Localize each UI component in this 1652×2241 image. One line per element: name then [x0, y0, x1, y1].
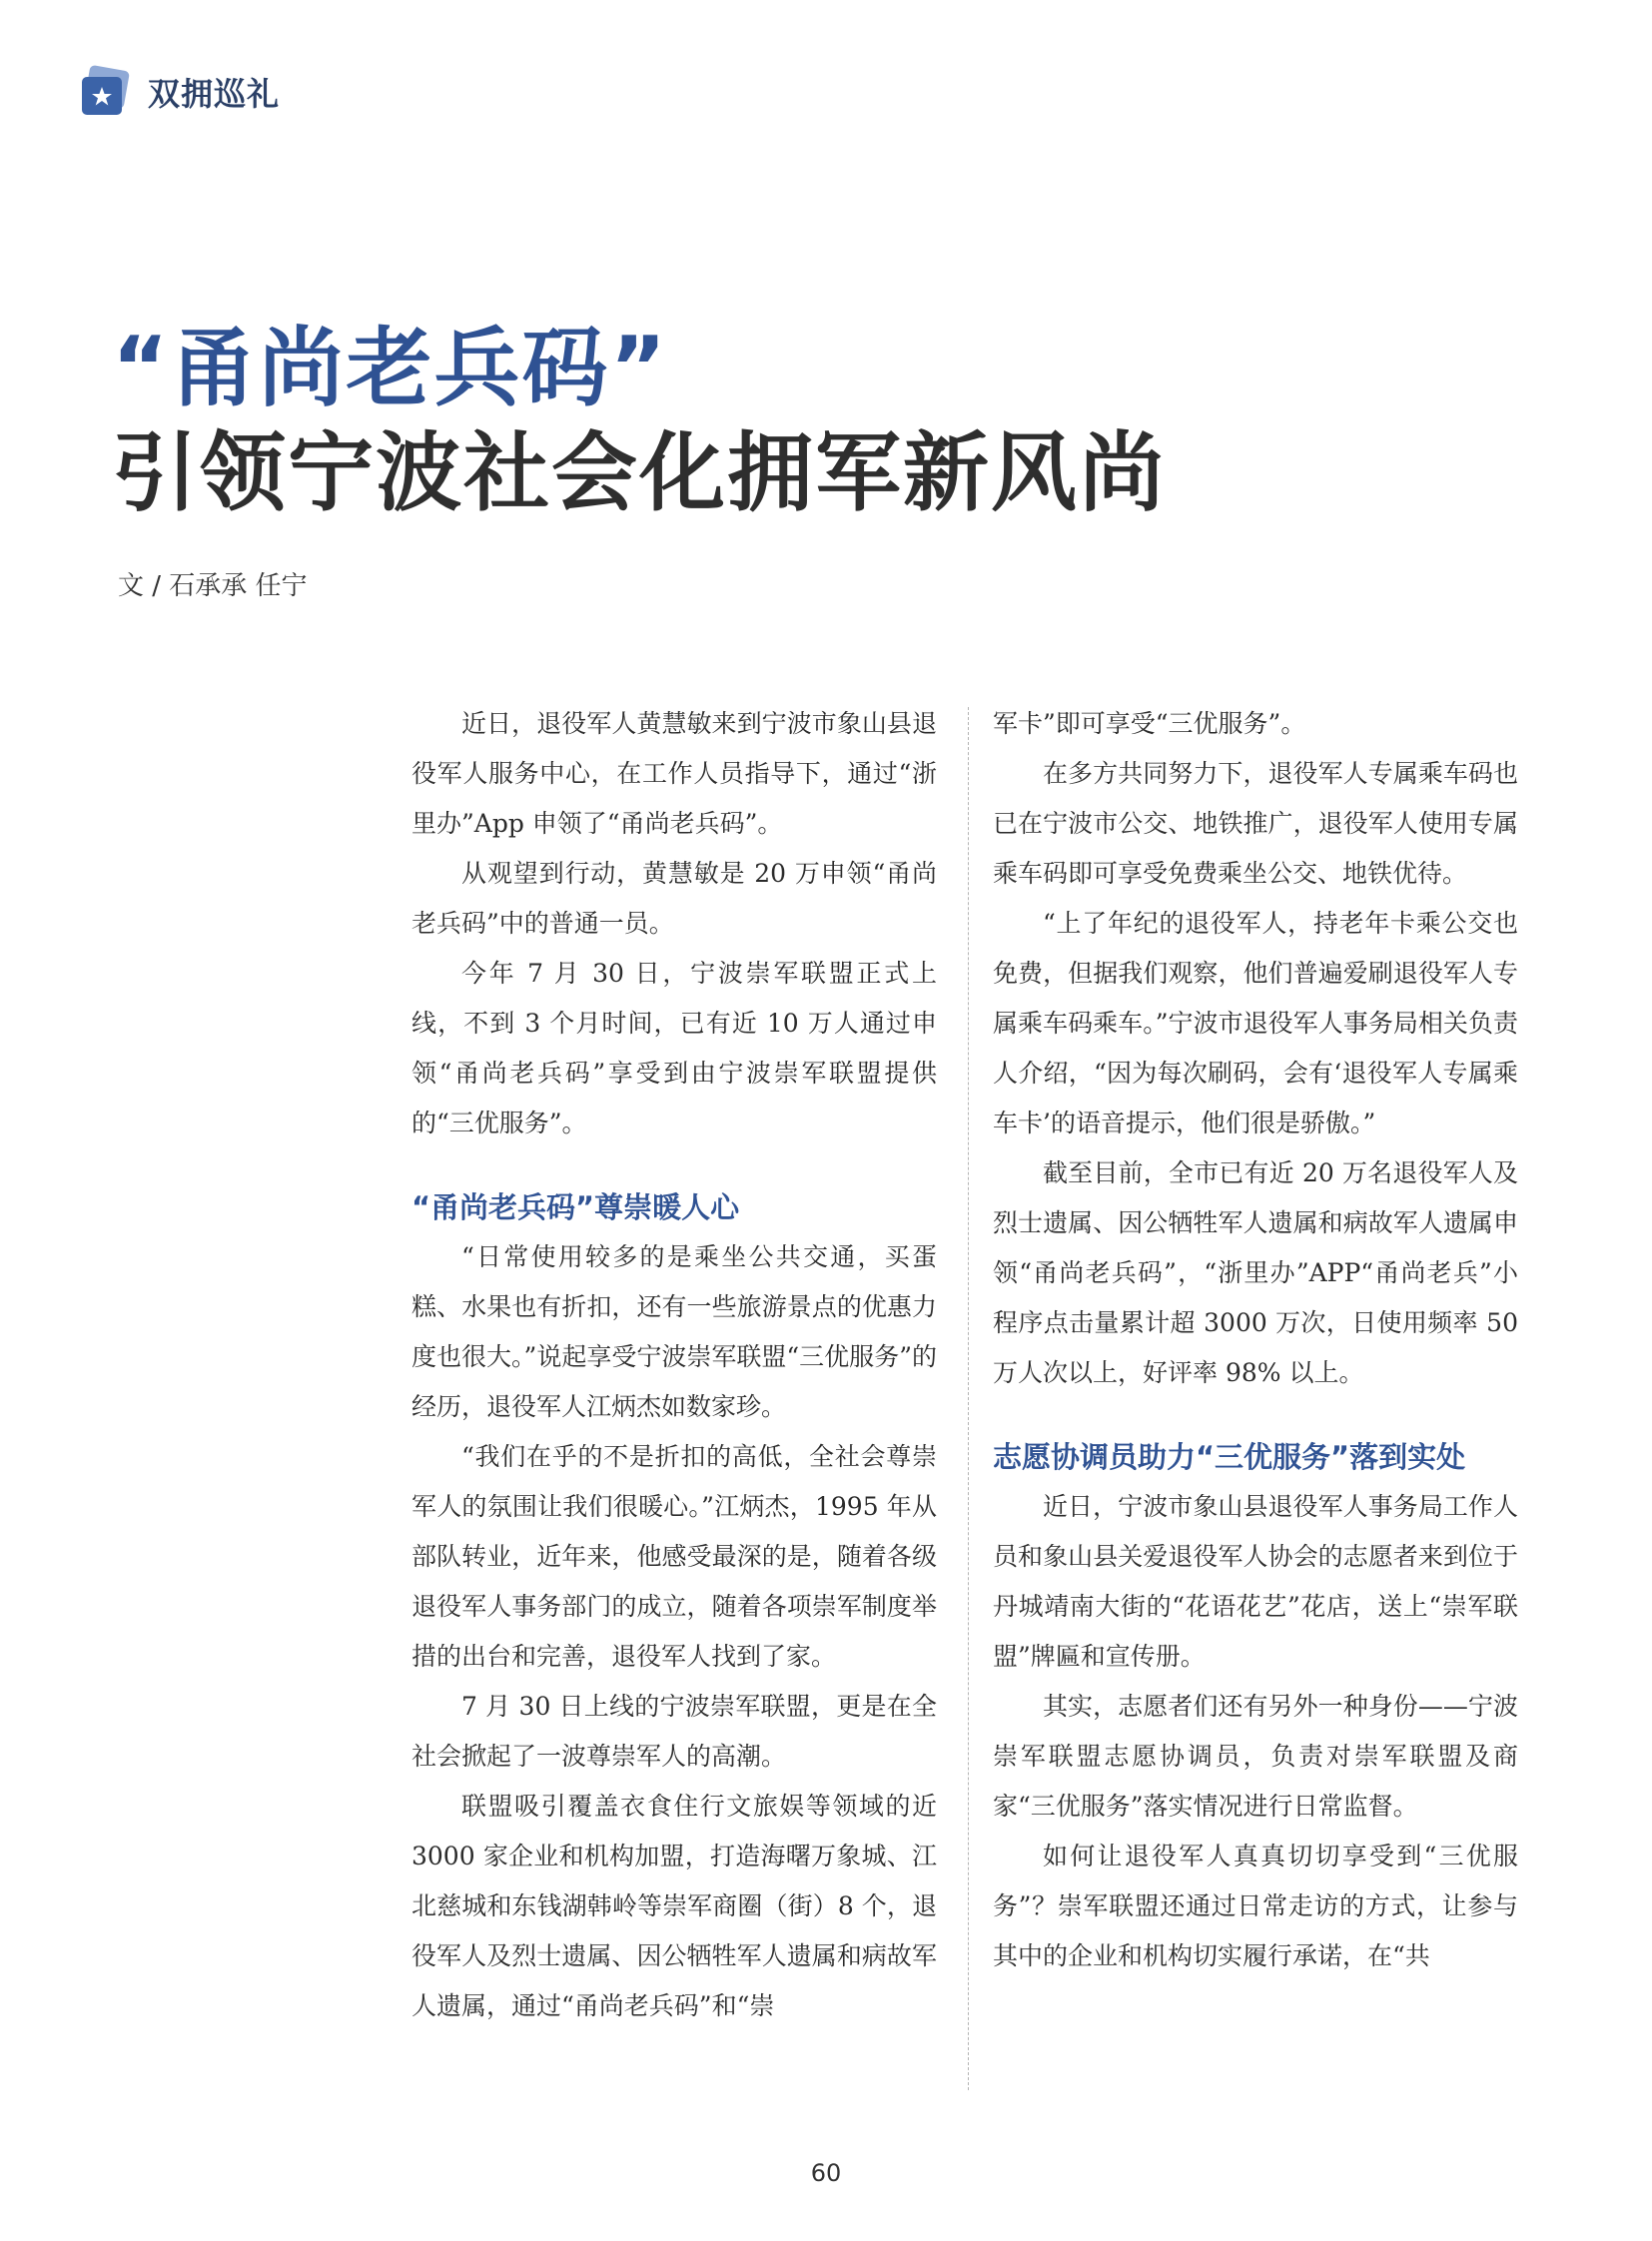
section-heading: 志愿协调员助力“三优服务”落到实处	[993, 1440, 1466, 1474]
star-card-icon	[78, 64, 134, 120]
paragraph: “上了年纪的退役军人，持老年卡乘公交也免费，但据我们观察，他们普遍爱刷退役军人专属乘车码乘车。”宁波市退役军人事务局相关负责人介绍，“因为每次刷码，会有‘退役军人专属乘车卡’的语音提示，他们很是骄傲。”	[993, 909, 1518, 1137]
column-divider	[968, 707, 969, 2090]
title-sub: 引领宁波社会化拥军新风尚	[112, 422, 1167, 523]
paragraph: 如何让退役军人真真切切享受到“三优服务”？崇军联盟还通过日常走访的方式，让参与其中的企业和机构切实履行承诺，在“共	[993, 1842, 1518, 1970]
article-column-right	[993, 699, 1518, 1981]
page-number: 60	[810, 2159, 842, 2187]
paragraph: 联盟吸引覆盖衣食住行文旅娱等领域的近 3000 家企业和机构加盟，打造海曙万象城、江北慈城和东钱湖韩岭等崇军商圈（街）8 个，退役军人及烈士遗属、因公牺牲军人遗属和病故军人遗属，通过“甬尚老兵码”和“崇	[412, 1792, 937, 2020]
paragraph: 军卡”即可享受“三优服务”。	[993, 709, 1306, 738]
article-column-left	[412, 699, 937, 2031]
paragraph: 在多方共同努力下，退役军人专属乘车码也已在宁波市公交、地铁推广，退役军人使用专属乘车码即可享受免费乘坐公交、地铁优待。	[993, 759, 1518, 888]
paragraph: 今年 7 月 30 日，宁波崇军联盟正式上线，不到 3 个月时间，已有近 10 万人通过申领“甬尚老兵码”享受到由宁波崇军联盟提供的“三优服务”。	[412, 959, 937, 1137]
paragraph: 其实，志愿者们还有另外一种身份——宁波崇军联盟志愿协调员，负责对崇军联盟及商家“三优服务”落实情况进行日常监督。	[993, 1692, 1518, 1821]
article-title	[112, 319, 1510, 523]
title-main: “甬尚老兵码”	[112, 319, 669, 418]
paragraph: “日常使用较多的是乘坐公共交通，买蛋糕、水果也有折扣，还有一些旅游景点的优惠力度也很大。”说起享受宁波崇军联盟“三优服务”的经历，退役军人江炳杰如数家珍。	[412, 1242, 937, 1421]
section-name: 双拥巡礼	[148, 75, 281, 113]
paragraph: 截至目前，全市已有近 20 万名退役军人及烈士遗属、因公牺牲军人遗属和病故军人遗属申领“甬尚老兵码”，“浙里办”APP“甬尚老兵”小程序点击量累计超 3000 万次，日使用频率 50 万人次以上，好评率 98% 以上。	[993, 1158, 1518, 1387]
byline: 文 / 石承承 任宁	[118, 571, 308, 601]
section-heading: “甬尚老兵码”尊崇暖人心	[412, 1190, 740, 1224]
paragraph: 7 月 30 日上线的宁波崇军联盟，更是在全社会掀起了一波尊崇军人的高潮。	[412, 1692, 937, 1771]
paragraph: “我们在乎的不是折扣的高低，全社会尊崇军人的氛围让我们很暖心。”江炳杰，1995 年从部队转业，近年来，他感受最深的是，随着各级退役军人事务部门的成立，随着各项崇军制度举措的出台和完善，退役军人找到了家。	[412, 1442, 937, 1671]
paragraph: 从观望到行动，黄慧敏是 20 万申领“甬尚老兵码”中的普通一员。	[412, 859, 937, 938]
paragraph: 近日，退役军人黄慧敏来到宁波市象山县退役军人服务中心，在工作人员指导下，通过“浙里办”App 申领了“甬尚老兵码”。	[412, 709, 937, 838]
section-header	[78, 62, 280, 122]
paragraph: 近日，宁波市象山县退役军人事务局工作人员和象山县关爱退役军人协会的志愿者来到位于丹城靖南大街的“花语花艺”花店，送上“崇军联盟”牌匾和宣传册。	[993, 1492, 1518, 1671]
